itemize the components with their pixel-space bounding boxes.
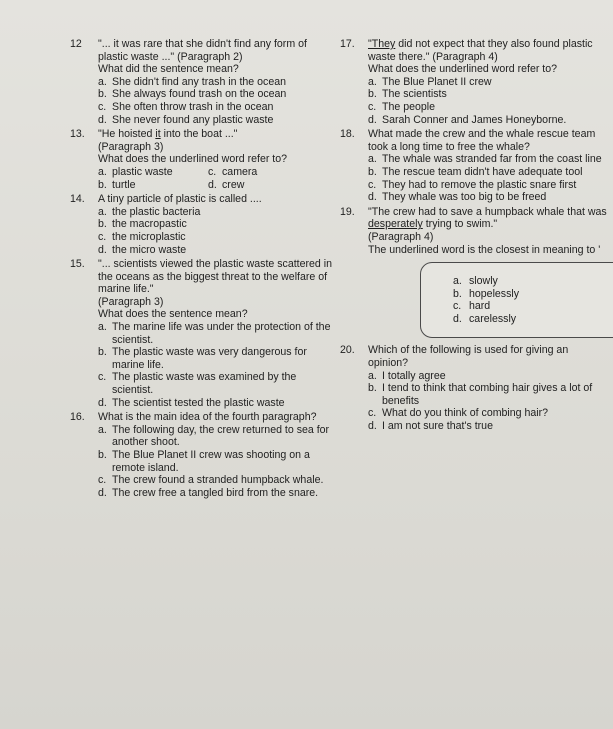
question-number: 18. xyxy=(340,128,355,141)
question-stem: A tiny particle of plastic is called .... xyxy=(98,193,262,206)
underlined-word: "They xyxy=(368,38,396,50)
option-b[interactable]: b. The scientists xyxy=(368,88,447,101)
option-b[interactable]: b. The Blue Planet II crew was shooting on a remote island. xyxy=(98,449,313,474)
question-stem: What made the crew and the whale rescue team took a long time to free the whale? xyxy=(368,128,599,153)
option-c[interactable]: c. the microplastic xyxy=(98,230,186,243)
question-stem: "... scientists viewed the plastic waste scattered in the oceans as the biggest threat to the welfare of marine life." (Paragraph 3) What does the sentence mean? xyxy=(98,258,332,321)
option-a[interactable]: a. the plastic bacteria xyxy=(98,205,201,218)
option-d[interactable]: d. crew xyxy=(208,178,245,191)
question-stem: "They did not expect that they also found plastic waste there." (Paragraph 4) What does the underlined word refer to? xyxy=(368,38,593,76)
question-number: 13. xyxy=(70,128,85,141)
option-a[interactable]: a. The following day, the crew returned to sea for another shoot. xyxy=(98,423,333,449)
question-number: 14. xyxy=(70,193,85,206)
option-c[interactable]: c. The crew found a stranded humpback whale. xyxy=(98,474,324,487)
option-d[interactable]: d. I am not sure that's true xyxy=(368,420,493,433)
option-a[interactable]: a. The Blue Planet II crew xyxy=(368,75,492,88)
option-d[interactable]: d. The scientist tested the plastic waste xyxy=(98,396,285,409)
option-a[interactable]: a. plastic waste xyxy=(98,165,173,178)
question-stem: "He hoisted it into the boat ..." (Paragraph 3) What does the underlined word refer to? xyxy=(98,128,288,166)
question-number: 19. xyxy=(340,205,355,218)
option-a[interactable]: a. slowly xyxy=(453,275,498,288)
question-18 xyxy=(340,128,608,204)
option-a[interactable]: a. She didn't find any trash in the ocean xyxy=(98,75,286,88)
question-number: 16. xyxy=(70,411,85,424)
option-b[interactable]: b. hopelessly xyxy=(453,287,520,300)
question-number: 12 xyxy=(70,38,82,50)
option-b[interactable]: b. The rescue team didn't have adequate tool xyxy=(368,165,583,178)
question-17 xyxy=(340,38,608,126)
option-b[interactable]: b. the macropastic xyxy=(98,218,187,231)
question-19 xyxy=(340,206,608,339)
option-d[interactable]: d. She never found any plastic waste xyxy=(98,113,274,126)
option-a[interactable]: a. The marine life was under the protection of the scientist. xyxy=(98,321,334,346)
question-number: 17. xyxy=(340,38,355,50)
question-number: 15. xyxy=(70,258,85,271)
underlined-word: desperately xyxy=(368,218,423,231)
option-c[interactable]: c. The plastic waste was examined by the scientist. xyxy=(98,371,300,397)
question-13 xyxy=(62,128,332,191)
option-c[interactable]: c. They had to remove the plastic snare first xyxy=(368,178,577,191)
option-b[interactable]: b. turtle xyxy=(98,178,136,191)
question-number: 20. xyxy=(340,344,355,357)
question-16 xyxy=(62,411,332,499)
question-stem: What is the main idea of the fourth paragraph? xyxy=(98,411,317,424)
option-d[interactable]: d. They whale was too big to be freed xyxy=(368,191,547,204)
option-d[interactable]: d. Sarah Conner and James Honeyborne. xyxy=(368,113,567,126)
left-column xyxy=(62,38,332,501)
question-12 xyxy=(62,38,332,126)
option-c[interactable]: c. What do you think of combing hair? xyxy=(368,407,549,420)
question-15 xyxy=(62,258,332,409)
right-column xyxy=(340,38,608,435)
question-stem: Which of the following is used for giving an opinion? xyxy=(368,344,572,370)
option-c[interactable]: c. camera xyxy=(208,165,258,178)
option-b[interactable]: b. The plastic waste was very dangerous for marine life. xyxy=(98,346,310,371)
option-b[interactable]: b. She always found trash on the ocean xyxy=(98,88,287,101)
question-stem: "... it was rare that she didn't find any form of plastic waste ..." (Paragraph 2) What did the sentence mean? xyxy=(98,38,307,76)
option-d[interactable]: d. the micro waste xyxy=(98,243,187,256)
option-a[interactable]: a. I totally agree xyxy=(368,369,446,382)
option-c[interactable]: c. hard xyxy=(453,300,491,313)
question-stem: "The crew had to save a humpback whale that was desperately trying to swim." (Paragraph 4) The underlined word is the closest in meaning to ' xyxy=(368,205,610,256)
option-c[interactable]: c. She often throw trash in the ocean xyxy=(98,100,274,113)
answer-box xyxy=(420,262,613,338)
option-c[interactable]: c. The people xyxy=(368,100,436,113)
option-b[interactable]: b. I tend to think that combing hair gives a lot of benefits xyxy=(368,382,596,407)
option-a[interactable]: a. The whale was stranded far from the coast line xyxy=(368,153,602,166)
question-14 xyxy=(62,193,332,256)
option-d[interactable]: d. The crew free a tangled bird from the snare. xyxy=(98,486,319,499)
option-d[interactable]: d. carelessly xyxy=(453,312,517,325)
question-20 xyxy=(340,344,608,432)
option-grid xyxy=(98,166,332,191)
underlined-word: it xyxy=(155,128,161,141)
